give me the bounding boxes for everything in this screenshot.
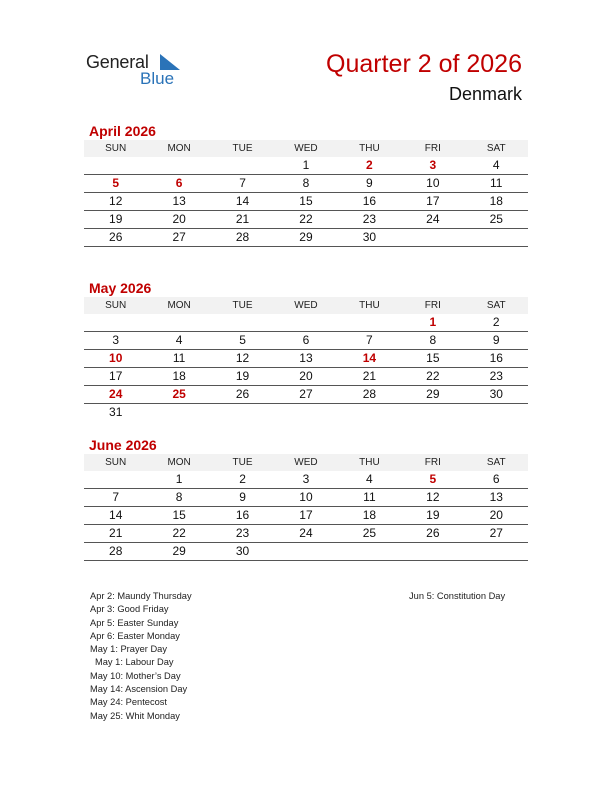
weekday-label: MON <box>167 457 191 468</box>
weekday-label: WED <box>294 143 318 154</box>
day-cell: 29 <box>172 544 186 558</box>
holiday-item: May 14: Ascension Day <box>90 684 188 695</box>
week-row <box>84 193 528 211</box>
day-cell: 2 <box>239 472 246 486</box>
day-cell <box>465 229 528 246</box>
day-cell <box>211 314 274 331</box>
day-cell: 22 <box>172 526 186 540</box>
day-cell: 18 <box>362 508 377 522</box>
day-cell: 27 <box>172 230 186 244</box>
day-cell: 11 <box>172 351 186 365</box>
day-cell <box>84 471 147 488</box>
day-cell: 16 <box>362 194 377 208</box>
month-grid <box>84 314 528 422</box>
day-cell: 5 <box>112 176 120 190</box>
day-cell: 17 <box>299 508 313 522</box>
day-cell: 10 <box>426 176 440 190</box>
logo-blue-text: Blue <box>140 69 175 88</box>
weekday-label: SUN <box>105 457 127 468</box>
day-cell: 11 <box>490 176 503 190</box>
day-cell: 10 <box>299 490 313 504</box>
day-cell: 8 <box>429 333 437 347</box>
weekday-label: FRI <box>424 457 441 468</box>
weekday-label: TUE <box>232 300 253 311</box>
day-cell <box>401 229 464 246</box>
day-cell: 20 <box>299 369 313 383</box>
weekday-label: SAT <box>486 143 506 154</box>
day-cell: 16 <box>489 351 503 365</box>
day-cell: 19 <box>109 212 123 226</box>
page-title: Quarter 2 of 2026 <box>326 50 522 78</box>
holiday-item: May 25: Whit Monday <box>90 710 180 721</box>
day-cell: 10 <box>109 351 123 365</box>
day-cell: 26 <box>109 230 123 244</box>
week-row <box>84 229 528 247</box>
day-cell: 21 <box>362 369 377 383</box>
day-cell: 5 <box>429 472 437 486</box>
week-row <box>84 211 528 229</box>
month-grid <box>84 471 528 561</box>
weekday-label: WED <box>294 300 318 311</box>
day-cell <box>147 404 210 422</box>
weekday-label: THU <box>359 457 380 468</box>
day-cell: 29 <box>299 230 313 244</box>
day-cell: 26 <box>235 387 250 401</box>
day-cell: 22 <box>299 212 313 226</box>
day-cell: 1 <box>175 472 183 486</box>
day-cell: 7 <box>112 490 120 504</box>
week-row <box>84 175 528 193</box>
logo-triangle-icon <box>160 54 180 70</box>
day-cell: 8 <box>175 490 183 504</box>
day-cell: 6 <box>175 176 183 190</box>
week-row <box>84 489 528 507</box>
weekday-label: FRI <box>424 300 441 311</box>
day-cell: 13 <box>489 490 503 504</box>
day-cell: 12 <box>426 490 440 504</box>
day-cell: 20 <box>172 212 186 226</box>
day-cell: 30 <box>362 230 377 244</box>
weekday-header <box>84 140 528 157</box>
day-cell: 1 <box>302 158 310 172</box>
week-row <box>84 404 528 422</box>
day-cell <box>338 314 401 331</box>
day-cell: 7 <box>239 176 246 190</box>
day-cell: 9 <box>366 176 373 190</box>
holiday-item: May 1: Labour Day <box>95 657 174 668</box>
day-cell: 26 <box>426 526 440 540</box>
week-row <box>84 471 528 489</box>
day-cell: 30 <box>489 387 503 401</box>
day-cell: 23 <box>489 369 503 383</box>
day-cell: 7 <box>366 333 373 347</box>
day-cell: 25 <box>362 526 377 540</box>
holiday-list-right <box>409 590 505 603</box>
day-cell: 4 <box>366 472 373 486</box>
holiday-item: Apr 2: Maundy Thursday <box>90 591 192 601</box>
day-cell: 3 <box>302 472 310 486</box>
day-cell: 27 <box>299 387 313 401</box>
weekday-label: MON <box>167 143 191 154</box>
weekday-label: SAT <box>486 300 506 311</box>
day-cell: 14 <box>109 508 123 522</box>
day-cell: 30 <box>235 544 250 558</box>
weekday-label: SAT <box>486 457 506 468</box>
holiday-item: Jun 5: Constitution Day <box>409 591 506 601</box>
week-row <box>84 350 528 368</box>
day-cell <box>211 404 274 422</box>
day-cell: 13 <box>172 194 186 208</box>
day-cell: 18 <box>489 194 503 208</box>
day-cell: 16 <box>235 508 250 522</box>
day-cell: 9 <box>492 333 500 347</box>
day-cell: 19 <box>235 369 250 383</box>
week-row <box>84 543 528 561</box>
day-cell: 3 <box>112 333 120 347</box>
day-cell <box>84 157 147 174</box>
day-cell: 21 <box>235 212 250 226</box>
day-cell: 4 <box>175 333 183 347</box>
weekday-header <box>84 297 528 314</box>
day-cell <box>401 543 464 560</box>
day-cell <box>274 314 337 331</box>
day-cell: 8 <box>302 176 310 190</box>
day-cell: 24 <box>426 212 440 226</box>
week-row <box>84 507 528 525</box>
week-row <box>84 157 528 175</box>
holiday-item: May 24: Pentecost <box>90 697 167 708</box>
day-cell: 28 <box>235 230 250 244</box>
month-april <box>84 122 528 247</box>
weekday-label: THU <box>359 143 380 154</box>
day-cell: 31 <box>109 405 123 419</box>
logo-general-text: General <box>86 52 149 72</box>
day-cell <box>338 404 401 422</box>
weekday-label: SUN <box>105 300 127 311</box>
weekday-label: THU <box>359 300 380 311</box>
country-name: Denmark <box>448 84 522 104</box>
day-cell <box>401 404 464 422</box>
day-cell: 5 <box>239 333 246 347</box>
day-cell <box>147 314 210 331</box>
weekday-label: TUE <box>232 457 253 468</box>
day-cell: 17 <box>109 369 123 383</box>
day-cell: 20 <box>489 508 503 522</box>
day-cell: 25 <box>489 212 503 226</box>
day-cell: 2 <box>492 315 500 329</box>
day-cell: 15 <box>172 508 186 522</box>
day-cell: 14 <box>235 194 250 208</box>
month-grid <box>84 157 528 247</box>
weekday-label: TUE <box>232 143 253 154</box>
month-may <box>84 279 528 422</box>
day-cell: 15 <box>299 194 313 208</box>
month-june <box>84 436 528 561</box>
holiday-item: May 1: Prayer Day <box>90 644 167 655</box>
day-cell <box>274 543 337 560</box>
weekday-label: SUN <box>105 143 127 154</box>
day-cell: 18 <box>172 369 186 383</box>
week-row <box>84 332 528 350</box>
day-cell: 28 <box>362 387 377 401</box>
month-title: April 2026 <box>89 123 156 139</box>
day-cell: 15 <box>426 351 440 365</box>
day-cell: 9 <box>239 490 246 504</box>
day-cell <box>274 404 337 422</box>
holiday-item: Apr 6: Easter Monday <box>90 630 180 641</box>
day-cell: 22 <box>426 369 440 383</box>
day-cell: 25 <box>172 387 186 401</box>
day-cell: 6 <box>302 333 310 347</box>
day-cell: 29 <box>426 387 440 401</box>
day-cell: 12 <box>109 194 123 208</box>
day-cell: 11 <box>363 490 376 504</box>
day-cell: 23 <box>235 526 250 540</box>
day-cell <box>465 404 528 422</box>
week-row <box>84 314 528 332</box>
week-row <box>84 525 528 543</box>
day-cell: 1 <box>429 315 437 329</box>
day-cell: 24 <box>109 387 123 401</box>
weekday-label: MON <box>167 300 191 311</box>
day-cell: 4 <box>492 158 500 172</box>
day-cell: 27 <box>489 526 503 540</box>
day-cell: 3 <box>429 158 437 172</box>
holiday-list <box>90 590 192 723</box>
day-cell: 23 <box>362 212 377 226</box>
holiday-item: May 10: Mother’s Day <box>90 670 181 681</box>
week-row <box>84 368 528 386</box>
weekday-label: WED <box>294 457 318 468</box>
weekday-header <box>84 454 528 471</box>
day-cell: 13 <box>299 351 313 365</box>
day-cell: 2 <box>366 158 373 172</box>
day-cell <box>211 157 274 174</box>
weekday-label: FRI <box>424 143 441 154</box>
day-cell: 19 <box>426 508 440 522</box>
day-cell: 24 <box>299 526 313 540</box>
day-cell <box>147 157 210 174</box>
logo <box>86 52 196 88</box>
day-cell: 21 <box>109 526 123 540</box>
day-cell: 17 <box>426 194 440 208</box>
day-cell <box>465 543 528 560</box>
month-title: May 2026 <box>89 280 152 296</box>
day-cell <box>338 543 401 560</box>
week-row <box>84 386 528 404</box>
day-cell <box>84 314 147 331</box>
day-cell: 6 <box>492 472 500 486</box>
day-cell: 28 <box>109 544 123 558</box>
day-cell: 12 <box>235 351 250 365</box>
day-cell: 14 <box>362 351 377 365</box>
month-title: June 2026 <box>89 437 157 453</box>
holiday-item: Apr 5: Easter Sunday <box>90 617 179 628</box>
holiday-item: Apr 3: Good Friday <box>90 604 169 615</box>
